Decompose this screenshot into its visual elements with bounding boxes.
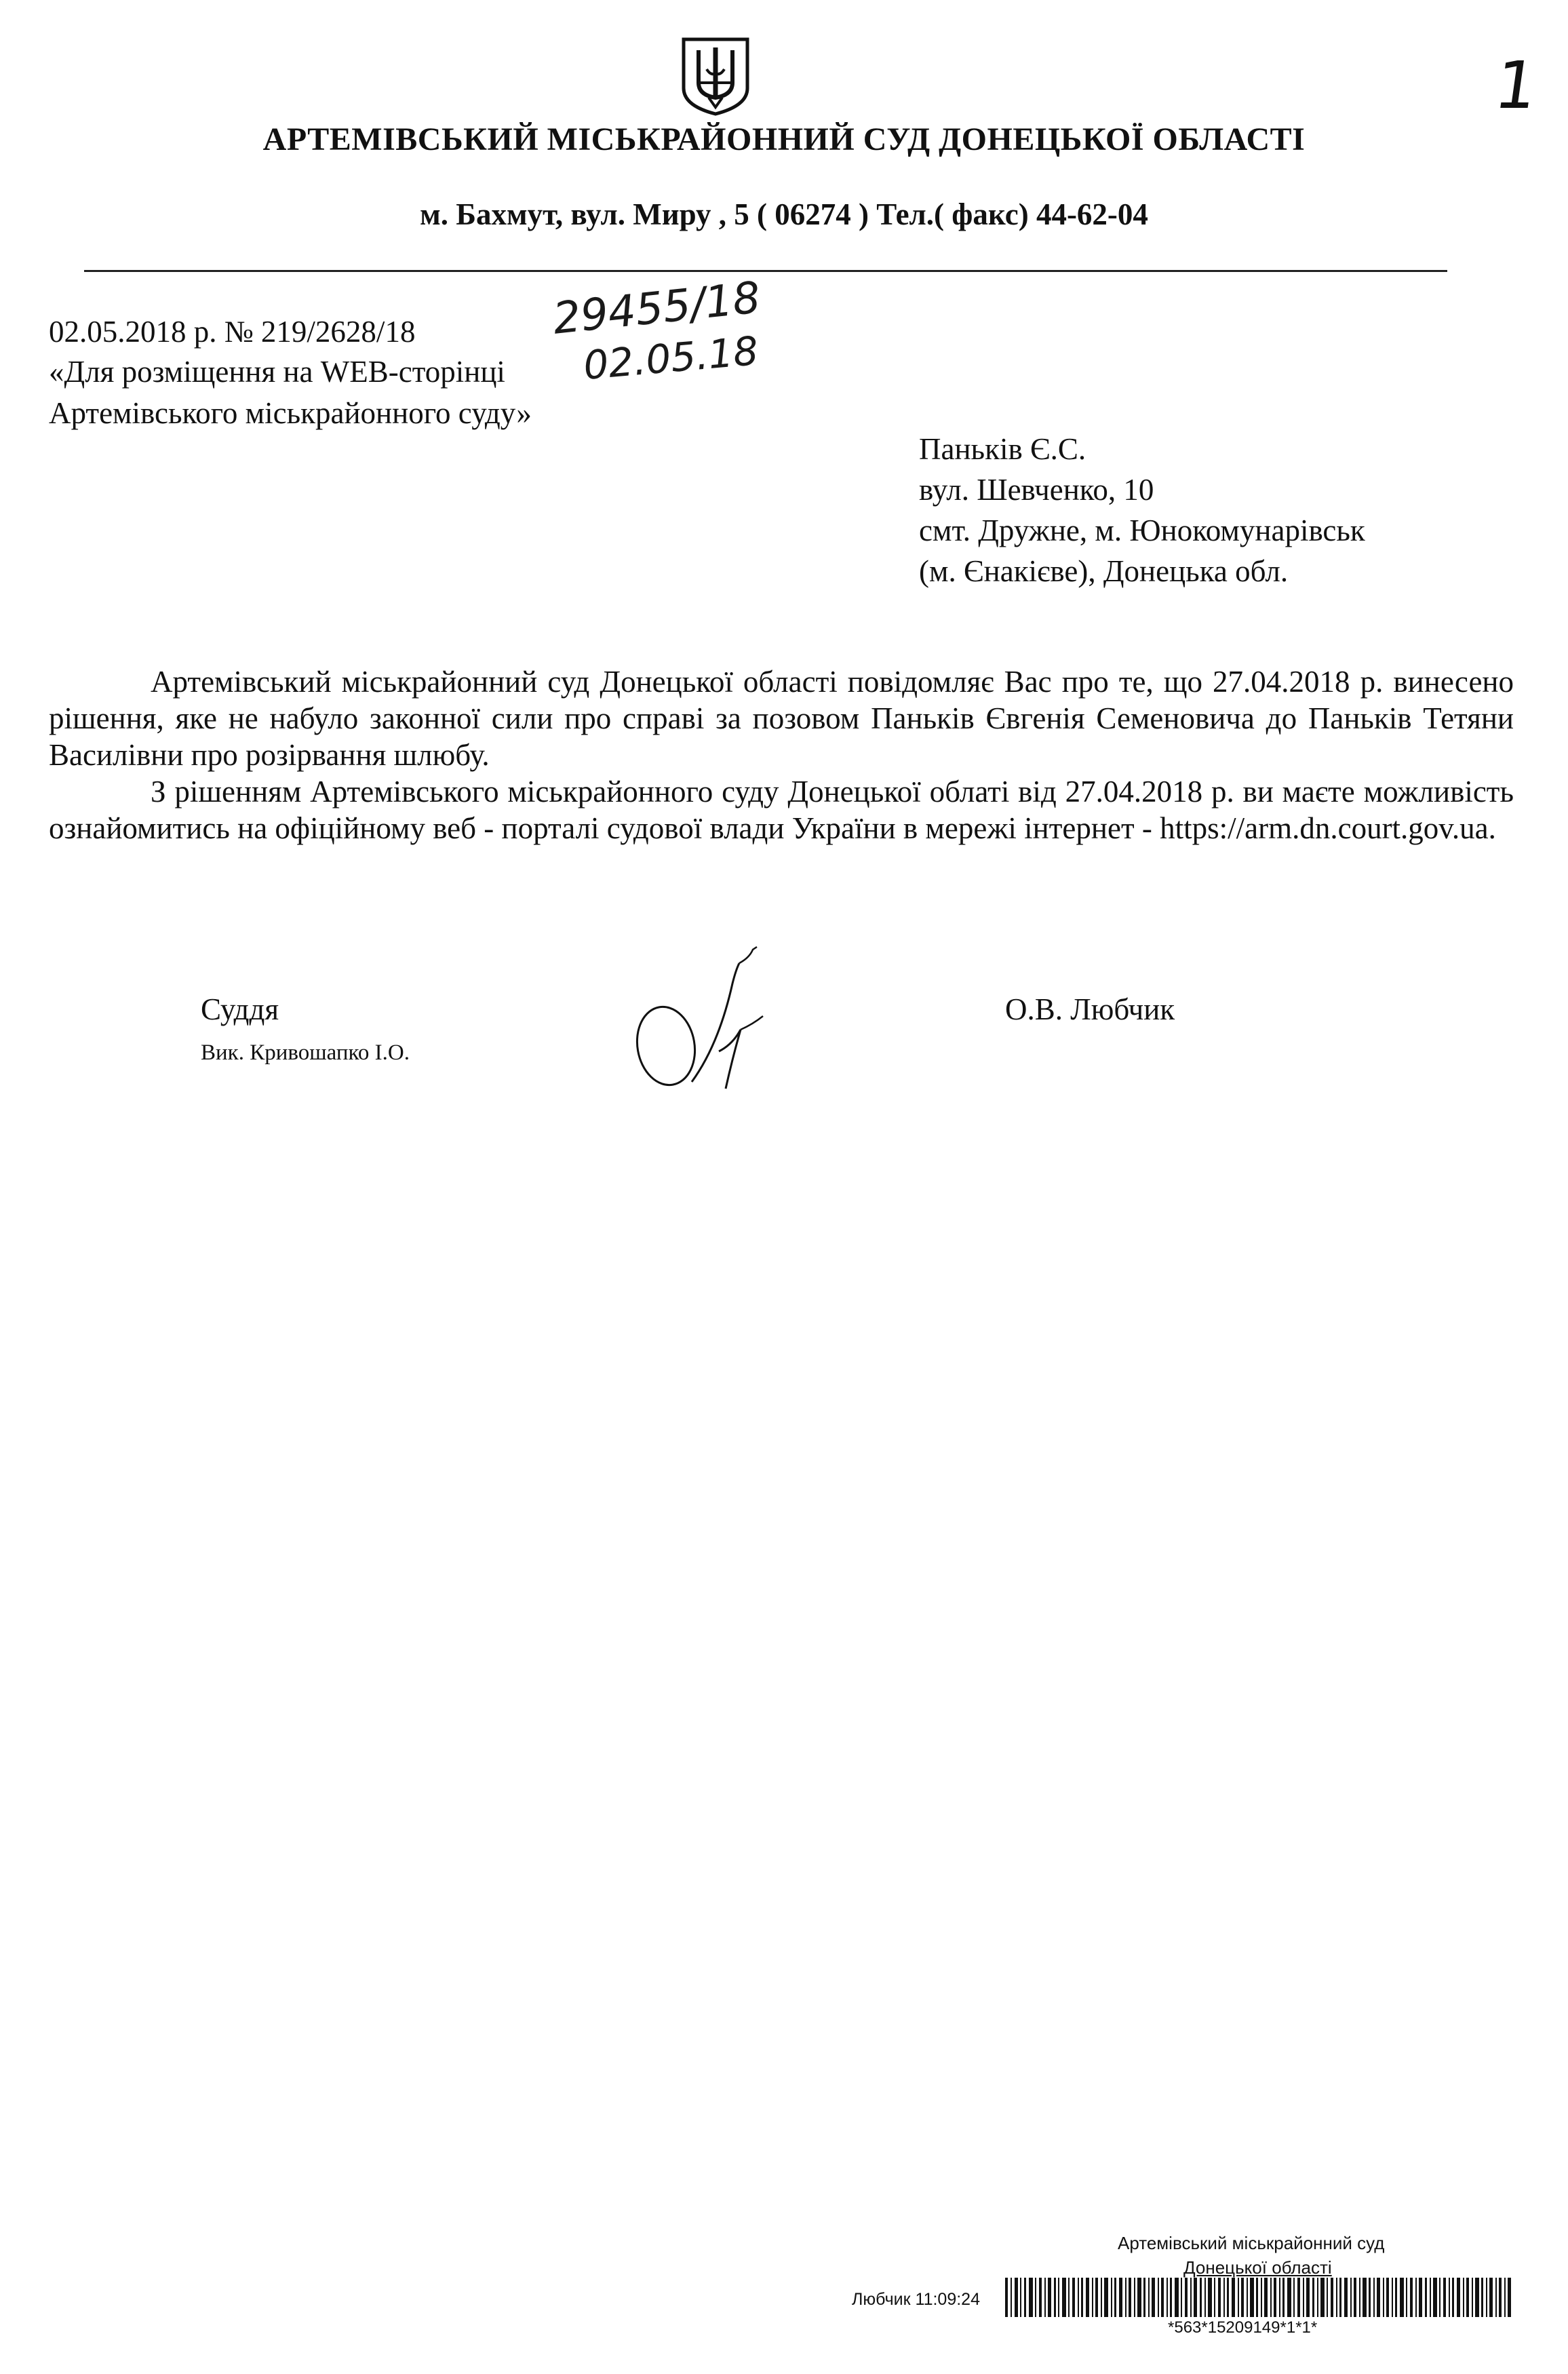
court-title: АРТЕМІВСЬКИЙ МІСЬКРАЙОННИЙ СУД ДОНЕЦЬКОЇ ОБЛАСТІ	[262, 121, 1306, 157]
stamp-court-line2: Донецької області	[1183, 2257, 1332, 2278]
signature-icon	[624, 943, 800, 1106]
header-divider	[84, 270, 1447, 272]
trident-emblem-icon	[678, 35, 753, 117]
recipient-name: Паньків Є.С.	[919, 432, 1086, 466]
notice-body	[49, 663, 1514, 847]
notice-paragraph-1: Артемівський міськрайонний суд Донецької області повідомляє Вас про те, що 27.04.2018 р. винесено рішення, яке не набуло законної сили про справі за позовом Паньків Євгенія Семеновича до Паньків Тетяни Василівни про розірвання шлюбу.	[49, 665, 1514, 772]
outgoing-date-number: 02.05.2018 р. № 219/2628/18	[49, 315, 416, 349]
recipient-settlement: смт. Дружне, м. Юнокомунарівськ	[919, 513, 1365, 547]
handwritten-registration-date: 02.05.18	[581, 327, 760, 389]
executor-name: Вик. Кривошапко І.О.	[201, 1040, 410, 1065]
judge-name: О.В. Любчик	[1005, 992, 1175, 1026]
recipient-street: вул. Шевченко, 10	[919, 473, 1154, 507]
web-note-line1: «Для розміщення на WEB-сторінці	[49, 355, 505, 389]
web-note-line2: Артемівського міськрайонного суду»	[49, 396, 532, 430]
court-address: м. Бахмут, вул. Миру , 5 ( 06274 ) Тел.( факс) 44-62-04	[420, 197, 1148, 231]
page-number-mark: 1	[1490, 47, 1542, 123]
barcode-icon	[1005, 2278, 1514, 2317]
handwritten-registration-number: 29455/18	[550, 273, 763, 345]
stamp-court-line1: Артемівський міськрайонний суд	[1118, 2233, 1385, 2253]
barcode-number: *563*15209149*1*1*	[1168, 2320, 1318, 2336]
judge-title: Суддя	[201, 992, 279, 1026]
stamp-operator-time: Любчик 11:09:24	[852, 2290, 980, 2309]
notice-paragraph-2: З рішенням Артемівського міськрайонного суду Донецької облаті від 27.04.2018 р. ви маєте можливість ознайомитись на офіційному веб - порталі судової влади України в мережі інтернет - https://arm.dn.court.gov.ua.	[49, 775, 1514, 845]
recipient-region: (м. Єнакієве), Донецька обл.	[919, 554, 1289, 588]
